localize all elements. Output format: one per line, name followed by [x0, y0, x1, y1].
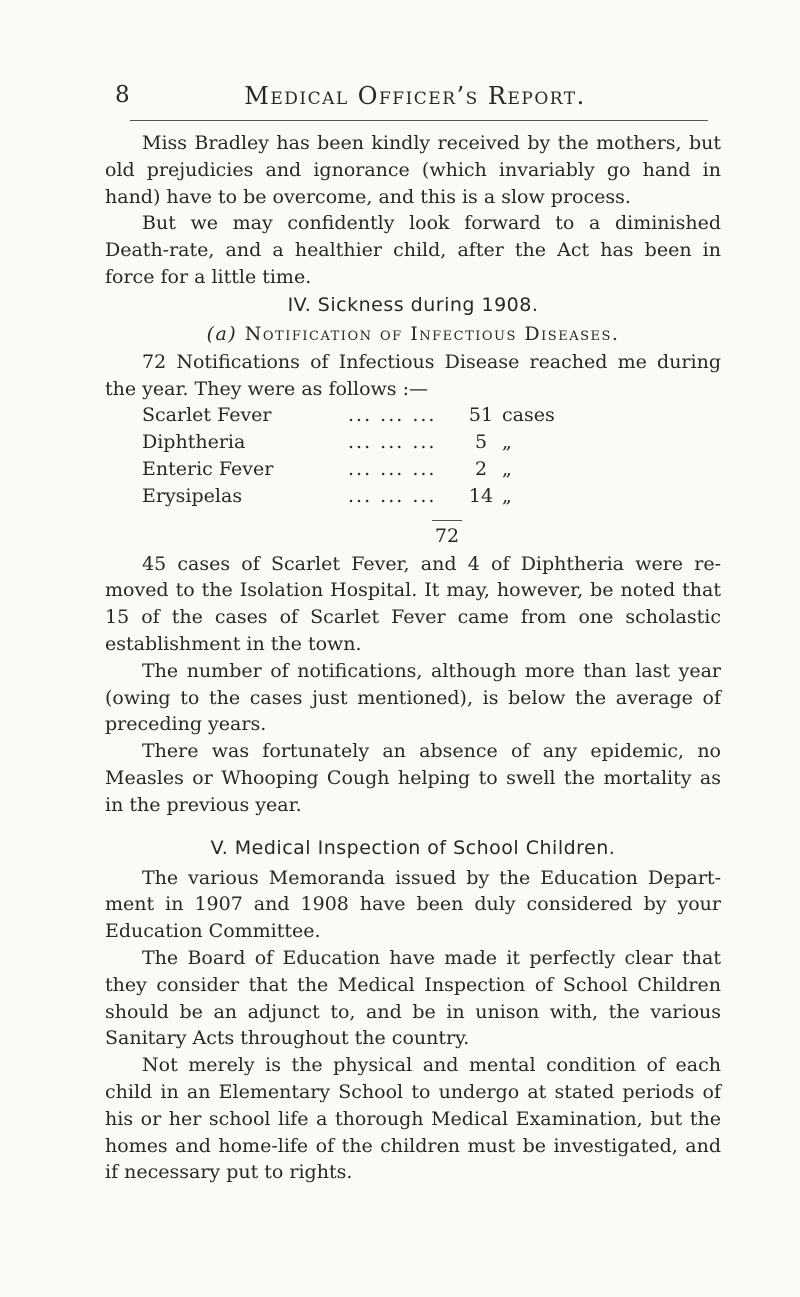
- case-unit: „: [502, 431, 512, 454]
- disease-name: Erysipelas: [142, 484, 243, 507]
- leader-dots: ... ... ...: [348, 431, 437, 454]
- table-row: [142, 429, 555, 456]
- paragraph: 72 Notifications of Infectious Disease reached me during the year. They were as follows :—: [105, 350, 721, 400]
- section-heading-sickness: IV. Sickness during 1908.: [287, 293, 539, 316]
- paragraph: There was fortunately an absence of any epidemic, no Measles or Whooping Cough helping to swell the mortality as in the previous year.: [105, 740, 721, 816]
- disease-name: Enteric Fever: [142, 457, 274, 480]
- case-unit: „: [502, 457, 512, 480]
- paragraph: But we may confidently look forward to a diminished Death-rate, and a healthier child, after the Act has been in force for a little time.: [105, 212, 721, 288]
- table-row: [142, 402, 555, 429]
- paragraph: Miss Bradley has been kindly received by the mothers, but old prejudicies and ignorance (which invariably go hand in hand) have to be overcome, and this is a slow process.: [105, 132, 721, 208]
- paragraph: The Board of Education have made it perfectly clear that they consider that the Medical Inspection of School Children should be an adjunct to, and be in unison with, the various Sanitary Acts throughout the country.: [105, 946, 721, 1050]
- running-title: Medical Officer’s Report.: [244, 82, 586, 110]
- header-rule: [130, 120, 708, 121]
- paragraph: Not merely is the physical and mental condition of each child in an Elementary School to undergo at stated periods of his or her school life a thorough Medical Examination, but the homes and home-life of the children must be investigated, and if necessary put to rights.: [105, 1054, 721, 1184]
- disease-name: Diphtheria: [142, 431, 246, 454]
- page-number: 8: [115, 82, 130, 108]
- section-heading-medical-inspection: V. Medical Inspection of School Children.: [210, 836, 616, 859]
- total-count: 72: [434, 524, 460, 547]
- case-count: 14: [468, 484, 494, 507]
- table-row: [142, 483, 555, 510]
- leader-dots: ... ... ...: [348, 484, 437, 507]
- case-count: 5: [474, 431, 488, 454]
- case-unit: „: [502, 484, 512, 507]
- page-header: [115, 82, 715, 116]
- table-row: [142, 456, 555, 483]
- paragraph: The various Memoranda issued by the Education Depart-ment in 1907 and 1908 have been duly considered by your Education Committee.: [105, 866, 721, 943]
- disease-name: Scarlet Fever: [142, 404, 272, 427]
- paragraph: 45 cases of Scarlet Fever, and 4 of Diphtheria were re-moved to the Isolation Hospital. It may, however, be noted that 15 of the cases of Scarlet Fever came from one scholastic establishment in the town.: [105, 552, 721, 655]
- case-count: 51: [468, 404, 494, 427]
- subsection-heading-notification: [105, 319, 721, 349]
- disease-table: [142, 402, 555, 509]
- subsection-title: Notification of Infectious Diseases.: [244, 322, 620, 345]
- case-count: 2: [474, 457, 488, 480]
- subsection-label: (a): [206, 322, 238, 345]
- case-unit: cases: [502, 404, 555, 427]
- paragraph: The number of notifications, although more than last year (owing to the cases just mentioned), is below the average of preceding years.: [105, 659, 721, 736]
- leader-dots: ... ... ...: [348, 457, 437, 480]
- page-body: [105, 130, 721, 1186]
- leader-dots: ... ... ...: [348, 404, 437, 427]
